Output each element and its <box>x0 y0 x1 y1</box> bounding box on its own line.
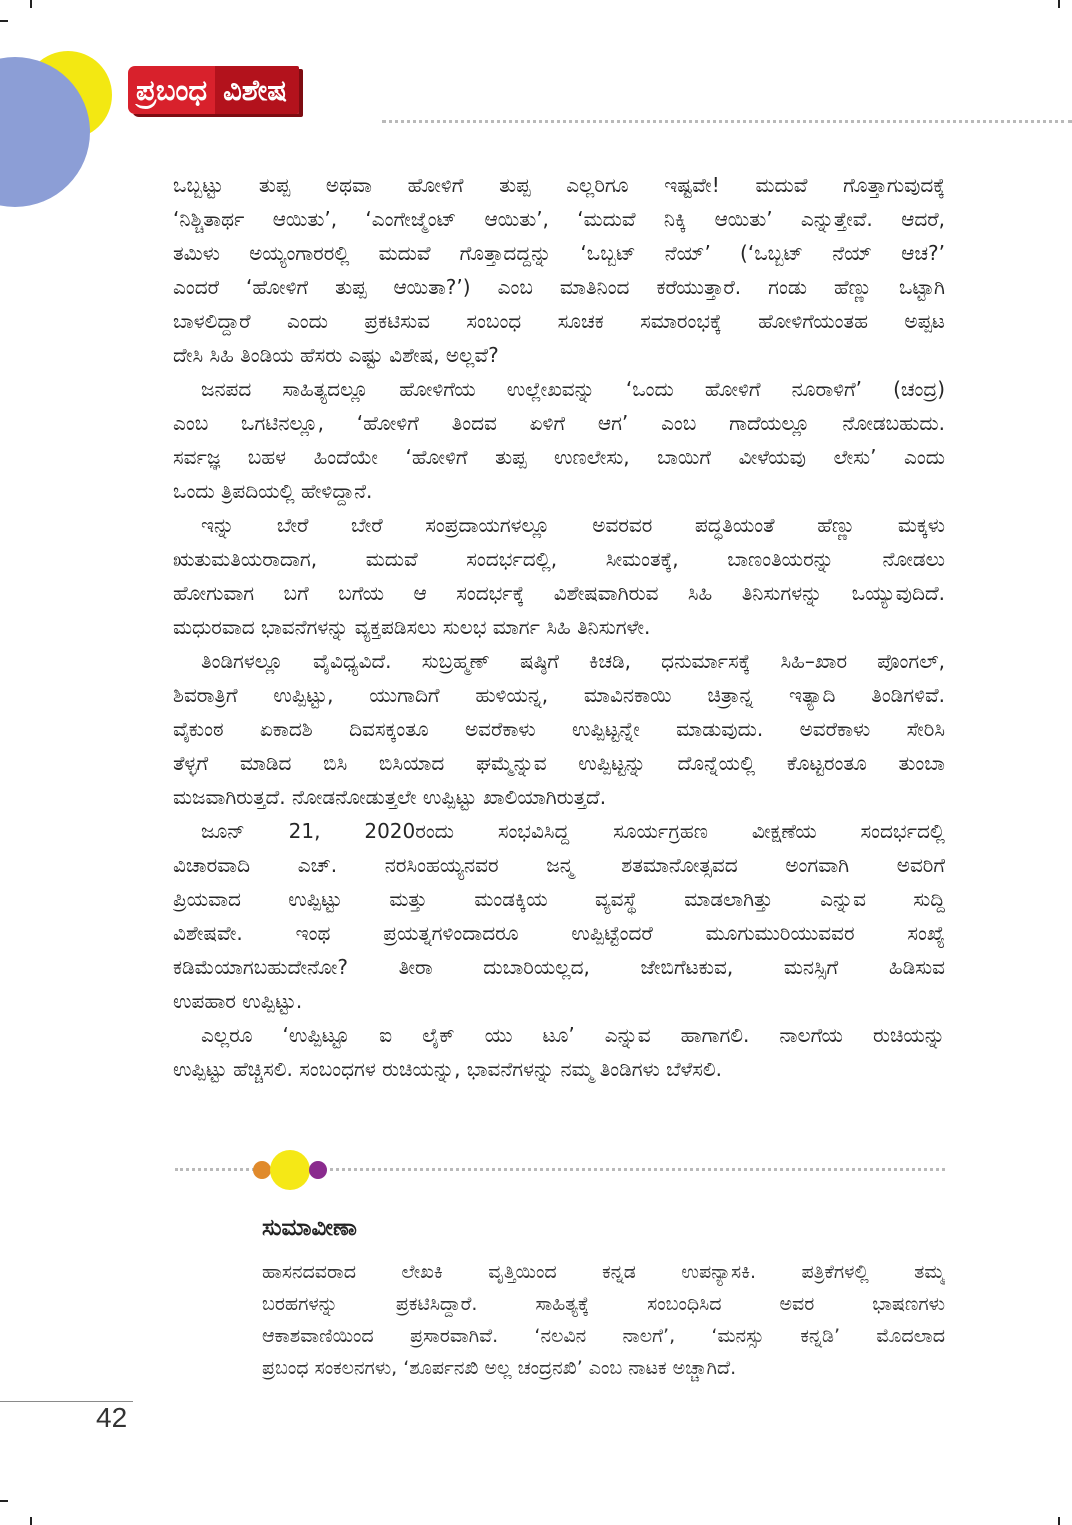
article-line: ವೈಕುಂಠ ಏಕಾದಶಿ ದಿವಸಕ್ಕಂತೂ ಅವರೆಕಾಳು ಉಪ್ಪಿಟ್ಟನ್ನೇ ಮಾಡುವುದು. ಅವರೆಕಾಳು ಸೇರಿಸಿ <box>173 717 945 741</box>
article-line: ಸರ್ವಜ್ಞ ಬಹಳ ಹಿಂದೆಯೇ ‘ಹೋಳಿಗೆ ತುಪ್ಪ ಉಣಲೇಸು, ಬಾಯಿಗೆ ವೀಳೆಯವು ಲೇಸು’ ಎಂದು <box>173 445 945 469</box>
crop-mark <box>1058 1517 1060 1525</box>
article-line: ತೆಳ್ಳಗೆ ಮಾಡಿದ ಬಿಸಿ ಬಿಸಿಯಾದ ಘಮ್ಮೆನ್ನುವ ಉಪ್ಪಿಟ್ಟನ್ನು ದೊನ್ನೆಯಲ್ಲಿ ಕೊಟ್ಟರಂತೂ ತುಂಬಾ <box>173 751 945 775</box>
divider-yellow-dot <box>270 1150 310 1190</box>
crop-mark <box>1058 0 1060 8</box>
article-body <box>173 168 945 1086</box>
author-name: ಸುಮಾವೀಣಾ <box>262 1215 357 1241</box>
section-header-word-2: ವಿಶೇಷ <box>215 66 299 114</box>
article-line: ಕಡಿಮೆಯಾಗಬಹುದೇನೋ? ತೀರಾ ದುಬಾರಿಯಲ್ಲದ, ಜೇಬಿಗೆಟಕುವ, ಮನಸ್ಸಿಗೆ ಹಿಡಿಸುವ <box>173 955 945 979</box>
article-line: ದೇಸಿ ಸಿಹಿ ತಿಂಡಿಯ ಹೆಸರು ಎಷ್ಟು ವಿಶೇಷ, ಅಲ್ಲವೆ? <box>173 343 499 367</box>
crop-mark <box>30 1517 32 1525</box>
page-number: 42 <box>96 1402 128 1433</box>
section-header <box>128 66 299 114</box>
article-line: ಇನ್ನು ಬೇರೆ ಬೇರೆ ಸಂಪ್ರದಾಯಗಳಲ್ಲೂ ಅವರವರ ಪದ್ಧತಿಯಂತೆ ಹೆಣ್ಣು ಮಕ್ಕಳು <box>201 513 945 537</box>
article-paragraph <box>173 814 945 1018</box>
article-line: ವಿಶೇಷವೇ. ಇಂಥ ಪ್ರಯತ್ನಗಳಿಂದಾದರೂ ಉಪ್ಪಿಟ್ಟೆಂದರೆ ಮೂಗುಮುರಿಯುವವರ ಸಂಖ್ಯೆ <box>173 921 945 945</box>
article-line: ತಿಂಡಿಗಳಲ್ಲೂ ವೈವಿಧ್ಯವಿದೆ. ಸುಬ್ರಹ್ಮಣ್ ಷಷ್ಠಿಗೆ ಕಿಚಡಿ, ಧನುರ್ಮಾಸಕ್ಕೆ ಸಿಹಿ–ಖಾರ ಪೊಂಗಲ್, <box>201 649 945 673</box>
divider-orange-dot <box>253 1161 271 1179</box>
article-line: ಶಿವರಾತ್ರಿಗೆ ಉಪ್ಪಿಟ್ಟು, ಯುಗಾದಿಗೆ ಹುಳಿಯನ್ನ, ಮಾವಿನಕಾಯಿ ಚಿತ್ರಾನ್ನ ಇತ್ಯಾದಿ ತಿಂಡಿಗಳಿವೆ. <box>173 683 945 707</box>
article-line: ಮಧುರವಾದ ಭಾವನೆಗಳನ್ನು ವ್ಯಕ್ತಪಡಿಸಲು ಸುಲಭ ಮಾರ್ಗ ಸಿಹಿ ತಿನಿಸುಗಳೇ. <box>173 615 651 639</box>
author-bio <box>262 1256 945 1384</box>
article-paragraph <box>173 168 945 372</box>
crop-mark <box>30 0 32 8</box>
crop-mark <box>0 1500 8 1502</box>
section-header-word-1: ಪ್ರಬಂಧ <box>128 66 215 114</box>
article-line: ಎಲ್ಲರೂ ‘ಉಪ್ಪಿಟ್ಟೂ ಐ ಲೈಕ್ ಯು ಟೂ’ ಎನ್ನುವ ಹಾಗಾಗಲಿ. ನಾಲಗೆಯ ರುಚಿಯನ್ನು <box>201 1023 945 1047</box>
article-line: ಒಬ್ಬಟ್ಟು ತುಪ್ಪ ಅಥವಾ ಹೋಳಿಗೆ ತುಪ್ಪ ಎಲ್ಲರಿಗೂ ಇಷ್ಟವೇ! ಮದುವೆ ಗೊತ್ತಾಗುವುದಕ್ಕೆ <box>173 173 945 197</box>
article-line: ವಿಚಾರವಾದಿ ಎಚ್. ನರಸಿಂಹಯ್ಯನವರ ಜನ್ಮ ಶತಮಾನೋತ್ಸವದ ಅಂಗವಾಗಿ ಅವರಿಗೆ <box>173 853 945 877</box>
article-line: ಜನಪದ ಸಾಹಿತ್ಯದಲ್ಲೂ ಹೋಳಿಗೆಯ ಉಲ್ಲೇಖವನ್ನು ‘ಒಂದು ಹೋಳಿಗೆ ನೂರಾಳಿಗೆ’ (ಚಂದ್ರ) <box>201 377 945 401</box>
article-paragraph <box>173 1018 945 1086</box>
author-bio-line: ಆಕಾಶವಾಣಿಯಿಂದ ಪ್ರಸಾರವಾಗಿವೆ. ‘ನಲವಿನ ನಾಲಗೆ’, ‘ಮನಸ್ಸು ಕನ್ನಡಿ’ ಮೊದಲಾದ <box>262 1325 945 1347</box>
author-bio-line: ಬರಹಗಳನ್ನು ಪ್ರಕಟಿಸಿದ್ದಾರೆ. ಸಾಹಿತ್ಯಕ್ಕೆ ಸಂಬಂಧಿಸಿದ ಅವರ ಭಾಷಣಗಳು <box>262 1293 945 1315</box>
author-bio-line: ಪ್ರಬಂಧ ಸಂಕಲನಗಳು, ‘ಶೂರ್ಪನಖಿ ಅಲ್ಲ ಚಂದ್ರನಖಿ’ ಎಂಬ ನಾಟಕ ಅಚ್ಚಾಗಿದೆ. <box>262 1357 737 1379</box>
article-line: ಪ್ರಿಯವಾದ ಉಪ್ಪಿಟ್ಟು ಮತ್ತು ಮಂಡಕ್ಕಿಯ ವ್ಯವಸ್ಥೆ ಮಾಡಲಾಗಿತ್ತು ಎನ್ನುವ ಸುದ್ದಿ <box>173 887 945 911</box>
article-line: ಋತುಮತಿಯರಾದಾಗ, ಮದುವೆ ಸಂದರ್ಭದಲ್ಲಿ, ಸೀಮಂತಕ್ಕೆ, ಬಾಣಂತಿಯರನ್ನು ನೋಡಲು <box>173 547 945 571</box>
article-line: ಉಪ್ಪಿಟ್ಟು ಹೆಚ್ಚಿಸಲಿ. ಸಂಬಂಧಗಳ ರುಚಿಯನ್ನು, ಭಾವನೆಗಳನ್ನು ನಮ್ಮ ತಿಂಡಿಗಳು ಬೆಳೆಸಲಿ. <box>173 1057 722 1081</box>
article-line: ಮಜವಾಗಿರುತ್ತದೆ. ನೋಡನೋಡುತ್ತಲೇ ಉಪ್ಪಿಟ್ಟು ಖಾಲಿಯಾಗಿರುತ್ತದೆ. <box>173 785 607 809</box>
article-paragraph <box>173 508 945 644</box>
article-line: ಉಪಹಾರ ಉಪ್ಪಿಟ್ಟು. <box>173 989 303 1013</box>
article-line: ‘ನಿಶ್ಚಿತಾರ್ಥ ಆಯಿತು’, ‘ಎಂಗೇಜ್ಮೆಂಟ್ ಆಯಿತು’, ‘ಮದುವೆ ನಿಕ್ಕಿ ಆಯಿತು’ ಎನ್ನುತ್ತೇವೆ. ಆದರೆ, <box>173 207 945 231</box>
article-paragraph <box>173 644 945 814</box>
article-line: ಎಂಬ ಒಗಟಿನಲ್ಲೂ, ‘ಹೋಳಿಗೆ ತಿಂದವ ಏಳಿಗೆ ಆಗ’ ಎಂಬ ಗಾದೆಯಲ್ಲೂ ನೋಡಬಹುದು. <box>173 411 945 435</box>
article-line: ಎಂದರೆ ‘ಹೋಳಿಗೆ ತುಪ್ಪ ಆಯಿತಾ?’) ಎಂಬ ಮಾತಿನಿಂದ ಕರೆಯುತ್ತಾರೆ. ಗಂಡು ಹೆಣ್ಣು ಒಟ್ಟಾಗಿ <box>173 275 945 299</box>
divider-purple-dot <box>309 1161 327 1179</box>
article-line: ಜೂನ್ 21, 2020ರಂದು ಸಂಭವಿಸಿದ್ದ ಸೂರ್ಯಗ್ರಹಣ ವೀಕ್ಷಣೆಯ ಸಂದರ್ಭದಲ್ಲಿ <box>201 819 945 843</box>
article-paragraph <box>173 372 945 508</box>
header-dotted-rule <box>382 120 1072 123</box>
article-line: ಒಂದು ತ್ರಿಪದಿಯಲ್ಲಿ ಹೇಳಿದ್ದಾನೆ. <box>173 479 373 503</box>
article-line: ತಮಿಳು ಅಯ್ಯಂಗಾರರಲ್ಲಿ ಮದುವೆ ಗೊತ್ತಾದದ್ದನ್ನು ‘ಒಬ್ಬಟ್ ನೆಯ್’ (‘ಒಬ್ಬಟ್ ನೆಯ್ ಆಚ?’ <box>173 241 945 265</box>
author-bio-line: ಹಾಸನದವರಾದ ಲೇಖಕಿ ವೃತ್ತಿಯಿಂದ ಕನ್ನಡ ಉಪನ್ಯಾಸಕಿ. ಪತ್ರಿಕೆಗಳಲ್ಲಿ ತಮ್ಮ <box>262 1261 945 1283</box>
article-line: ಬಾಳಲಿದ್ದಾರೆ ಎಂದು ಪ್ರಕಟಿಸುವ ಸಂಬಂಧ ಸೂಚಕ ಸಮಾರಂಭಕ್ಕೆ ಹೋಳಿಗೆಯಂತಹ ಅಪ್ಪಟ <box>173 309 945 333</box>
article-line: ಹೋಗುವಾಗ ಬಗೆ ಬಗೆಯ ಆ ಸಂದರ್ಭಕ್ಕೆ ವಿಶೇಷವಾಗಿರುವ ಸಿಹಿ ತಿನಿಸುಗಳನ್ನು ಒಯ್ಯುವುದಿದೆ. <box>173 581 945 605</box>
crop-mark <box>0 20 8 22</box>
